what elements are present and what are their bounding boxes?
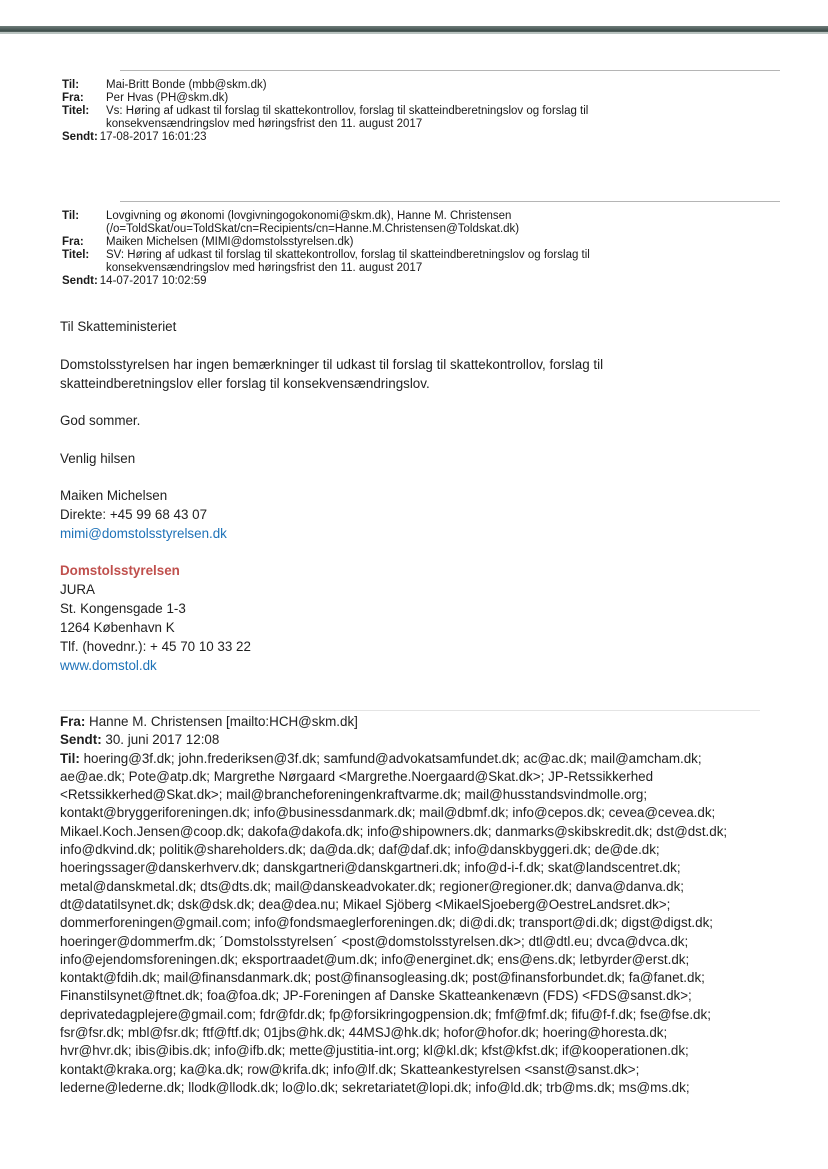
signature-direct-phone: Direkte: +45 99 68 43 07 xyxy=(60,507,208,522)
separator-1 xyxy=(120,70,780,71)
regards: Venlig hilsen xyxy=(60,451,136,466)
fwd-recipient-line: hvr@hvr.dk; ibis@ibis.dk; info@ifb.dk; mette@justitia-int.org; kl@kl.dk; kfst@kfst.dk; if@kooperationen.dk; xyxy=(60,1043,689,1059)
msg1-to-row xyxy=(62,79,762,92)
msg2-from: Maiken Michelsen (MIMI@domstolsstyrelsen.dk) xyxy=(106,236,354,248)
organization-website-link[interactable]: www.domstol.dk xyxy=(60,658,157,673)
msg2-title-line2: konsekvensændringslov med høringsfrist den 11. august 2017 xyxy=(106,262,423,274)
msg1-title-label: Titel: xyxy=(62,105,90,117)
msg2-sent-row xyxy=(62,275,762,288)
msg2-to-label: Til: xyxy=(62,210,80,222)
msg1-from-label: Fra: xyxy=(62,92,84,104)
fwd-sent: 30. juni 2017 12:08 xyxy=(105,732,220,748)
fwd-sent-row xyxy=(60,731,780,749)
msg2-from-label: Fra: xyxy=(62,236,84,248)
msg2-to-row xyxy=(62,210,762,236)
fwd-recipients xyxy=(60,750,780,1098)
fwd-recipient-line: lederne@lederne.dk; llodk@llodk.dk; lo@lo.dk; sekretariatet@lopi.dk; info@ld.dk; trb@ms.dk; ms@ms.dk; xyxy=(60,1079,690,1095)
body-paragraph-line2: skatteindberetningslov eller forslag til konsekvensændringslov. xyxy=(60,376,430,391)
summer-wish: God sommer. xyxy=(60,413,141,428)
msg1-title-row xyxy=(62,105,762,131)
msg1-from: Per Hvas (PH@skm.dk) xyxy=(106,92,229,104)
fwd-recipient-line: hoeringer@dommerfm.dk; ´Domstolsstyrelsen´ <post@domstolsstyrelsen.dk>; dtl@dtl.eu; dvca@dvca.dk; xyxy=(60,933,689,949)
signature-email-link[interactable]: mimi@domstolsstyrelsen.dk xyxy=(60,526,227,541)
forwarded-message xyxy=(60,713,780,1097)
fwd-recipient-line: kontakt@bryggeriforeningen.dk; info@businessdanmark.dk; mail@dbmf.dk; info@cepos.dk; cevea@cevea.dk; xyxy=(60,805,716,821)
fwd-recipient-line: fsr@fsr.dk; mbl@fsr.dk; ftf@ftf.dk; 01jbs@hk.dk; 44MSJ@hk.dk; hofor@hofor.dk; hoering@horesta.dk; xyxy=(60,1025,668,1041)
organization-department: JURA xyxy=(60,582,95,597)
msg2-sent: 14-07-2017 10:02:59 xyxy=(99,275,207,287)
fwd-recipient-line: info@dkvind.dk; politik@shareholders.dk; da@da.dk; daf@daf.dk; info@danskbyggeri.dk; de@de.dk; xyxy=(60,842,660,858)
organization-block xyxy=(60,561,780,675)
fwd-to-label: Til: xyxy=(60,750,80,766)
msg2-to-line2: (/o=ToldSkat/ou=ToldSkat/cn=Recipients/cn=Hanne.M.Christensen@Toldskat.dk) xyxy=(106,223,520,235)
msg1-to-label: Til: xyxy=(62,79,80,91)
organization-name: Domstolsstyrelsen xyxy=(60,563,180,578)
msg2-title-line1: SV: Høring af udkast til forslag til skattekontrollov, forslag til skatteindberetningslov og forslag til xyxy=(106,249,590,261)
msg1-from-row xyxy=(62,92,762,105)
msg2-to-line1: Lovgivning og økonomi (lovgivningogokonomi@skm.dk), Hanne M. Christensen xyxy=(106,210,512,222)
fwd-recipient-line: <Retssikkerhed@Skat.dk>; mail@brancheforeningenkraftvarme.dk; mail@husstandsvindmolle.org; xyxy=(60,787,648,803)
fwd-recipient-line: Finanstilsynet@ftnet.dk; foa@foa.dk; JP-Foreningen af Danske Skatteankenævn (FDS) <FDS@sanst.dk>; xyxy=(60,988,692,1004)
fwd-recipient-line: info@ejendomsforeningen.dk; eksportraadet@um.dk; info@energinet.dk; ens@ens.dk; letbyrder@erst.dk; xyxy=(60,951,690,967)
fwd-recipient-line: deprivatedagplejere@gmail.com; fdr@fdr.dk; fp@forsikringogpension.dk; fmf@fmf.dk; fifu@f-f.dk; fse@fse.dk; xyxy=(60,1006,711,1022)
msg2-sent-label: Sendt: xyxy=(62,275,98,287)
document-header-bar-highlight xyxy=(0,32,828,34)
msg1-sent-label: Sendt: xyxy=(62,131,98,143)
organization-city: 1264 København K xyxy=(60,620,175,635)
fwd-recipient-line: ae@ae.dk; Pote@atp.dk; Margrethe Nørgaard <Margrethe.Noergaard@Skat.dk>; JP-Retssikkerhed xyxy=(60,768,654,784)
msg2-title-label: Titel: xyxy=(62,249,90,261)
message-1-header xyxy=(62,79,762,144)
msg1-sent: 17-08-2017 16:01:23 xyxy=(99,131,207,143)
fwd-from: Hanne M. Christensen [mailto:HCH@skm.dk] xyxy=(89,714,358,729)
separator-2 xyxy=(120,201,780,202)
body-paragraph-line1: Domstolsstyrelsen har ingen bemærkninger til udkast til forslag til skattekontrollov, forslag til xyxy=(60,357,604,372)
separator-3 xyxy=(60,710,760,711)
fwd-sent-label: Sendt: xyxy=(60,732,102,748)
fwd-recipient-line: Til: hoering@3f.dk; john.frederiksen@3f.dk; samfund@advokatsamfundet.dk; ac@ac.dk; mail@amcham.dk; xyxy=(60,750,702,766)
body-paragraph xyxy=(60,355,780,393)
greeting: Til Skatteministeriet xyxy=(60,319,177,334)
msg1-to: Mai-Britt Bonde (mbb@skm.dk) xyxy=(106,79,267,91)
organization-street: St. Kongensgade 1-3 xyxy=(60,601,186,616)
msg2-from-row xyxy=(62,236,762,249)
fwd-from-row xyxy=(60,713,780,731)
fwd-recipient-line: kontakt@fdih.dk; mail@finansdanmark.dk; post@finansogleasing.dk; post@finansforbundet.dk; fa@fanet.dk; xyxy=(60,970,705,986)
fwd-recipient-line: dommerforeningen@gmail.com; info@fondsmaeglerforeningen.dk; di@di.dk; transport@di.dk; digst@digst.dk; xyxy=(60,915,714,931)
msg1-title-line2: konsekvensændringslov med høringsfrist den 11. august 2017 xyxy=(106,118,423,130)
message-2-header xyxy=(62,210,762,288)
fwd-recipient-line: Mikael.Koch.Jensen@coop.dk; dakofa@dakofa.dk; info@shipowners.dk; danmarks@skibskredit.dk; dst@dst.dk; xyxy=(60,823,728,839)
fwd-from-label: Fra: xyxy=(60,714,86,729)
msg1-title-line1: Vs: Høring af udkast til forslag til skattekontrollov, forslag til skatteindberetningslov og forslag til xyxy=(106,105,589,117)
fwd-recipient-line: metal@danskmetal.dk; dts@dts.dk; mail@danskeadvokater.dk; regioner@regioner.dk; danva@danva.dk; xyxy=(60,878,684,894)
signature xyxy=(60,486,780,543)
organization-phone: Tlf. (hovednr.): + 45 70 10 33 22 xyxy=(60,639,251,654)
signature-name: Maiken Michelsen xyxy=(60,488,168,503)
msg1-sent-row xyxy=(62,131,762,144)
fwd-recipient-line: dt@datatilsynet.dk; dsk@dsk.dk; dea@dea.nu; Mikael Sjöberg <MikaelSjoeberg@OestreLandsret.dk>; xyxy=(60,896,671,912)
fwd-recipient-line: kontakt@kraka.org; ka@ka.dk; row@krifa.dk; info@lf.dk; Skatteankestyrelsen <sanst@sanst.dk>; xyxy=(60,1061,640,1077)
fwd-recipient-line: hoeringssager@danskerhverv.dk; danskgartneri@danskgartneri.dk; info@d-i-f.dk; skat@landscentret.dk; xyxy=(60,860,681,876)
msg2-title-row xyxy=(62,249,762,275)
